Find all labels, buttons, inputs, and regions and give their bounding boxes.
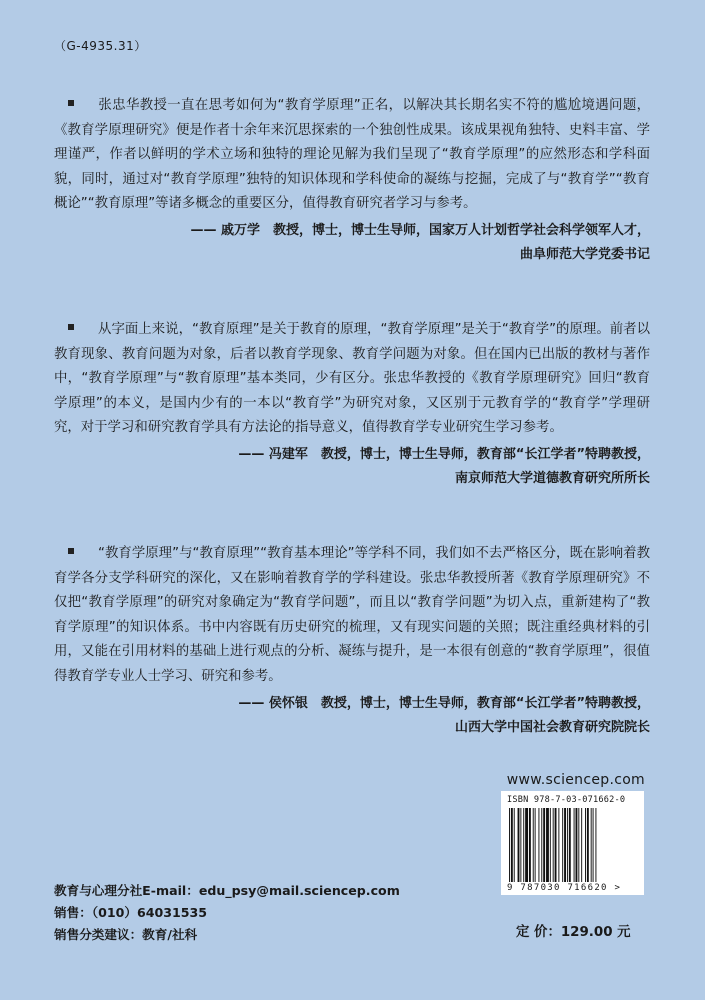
category-line: 销售分类建议：教育/社科	[54, 927, 198, 942]
barcode-bars	[509, 808, 637, 882]
barcode-bar	[555, 808, 557, 882]
price: 定 价：129.00 元	[516, 925, 631, 940]
barcode-bar	[550, 808, 551, 882]
barcode-bar	[511, 808, 513, 882]
barcode-bar	[553, 808, 554, 882]
barcode-bar	[585, 808, 586, 882]
bullet-square-icon	[68, 324, 74, 330]
review-2	[54, 318, 650, 491]
barcode-digits: 9 787030 716620 >	[507, 883, 622, 893]
barcode-bar	[567, 808, 568, 882]
review-attribution: —— 戚万学 教授，博士，博士生导师，国家万人计划哲学社会科学领军人才， 曲阜师范大学党委书记	[190, 222, 650, 262]
catalog-code: （G-4935.31）	[54, 39, 147, 53]
barcode-bar	[535, 808, 536, 882]
barcode-bar	[595, 808, 596, 882]
barcode-bar	[558, 808, 559, 882]
review-3	[54, 542, 650, 740]
barcode-bar	[578, 808, 579, 882]
review-text: 张忠华教授一直在思考如何为“教育学原理”正名，以解决其长期名实不符的尴尬境遇问题，《教育学原理研究》便是作者十余年来沉思探索的一个独创性成果。该成果视角独特、史料丰富、学理谨严，作者以鲜明的学术立场和独特的理论见解为我们呈现了“教育学原理”的应然形态和学科面貌，同时，通过对“教育学原理”独特的知识体现和学科使命的凝练与挖掘，完成了与“教育学”“教育概论”“教育原理”等诸多概念的重要区分，值得教育研究者学习与参考。	[54, 98, 650, 212]
isbn-barcode	[501, 791, 644, 895]
isbn-text: ISBN 978-7-03-071662-0	[507, 795, 626, 805]
review-1	[54, 94, 650, 267]
barcode-bar	[581, 808, 582, 882]
barcode-bar	[523, 808, 524, 882]
barcode-bar	[562, 808, 563, 882]
barcode-bar	[533, 808, 534, 882]
review-text: 从字面上来说，“教育原理”是关于教育的原理，“教育学原理”是关于“教育学”的原理。前者以教育现象、教育问题为对象，后者以教育学现象、教育学问题为对象。但在国内已出版的教材与著作中，“教育学原理”与“教育原理”基本类同，少有区分。张忠华教授的《教育学原理研究》回归“教育学原理”的本义，是国内少有的一本以“教育学”为研究对象，又区别于元教育学的“教育学”学理研究，对于学习和研究教育学具有方法论的指导意义，值得教育学专业研究生学习参考。	[54, 322, 650, 436]
barcode-bar	[587, 808, 589, 882]
barcode-bar	[546, 808, 549, 882]
barcode-bar	[591, 808, 592, 882]
barcode-bar	[543, 808, 545, 882]
sales-line: 销售：（010）64031535	[54, 905, 208, 920]
barcode-bar	[509, 808, 510, 882]
publisher-website: www.sciencep.com	[506, 772, 645, 788]
review-text: “教育学原理”与“教育原理”“教育基本理论”等学科不同，我们如不去严格区分，既在影响着教育学各分支学科研究的深化，又在影响着教育学的学科建设。张忠华教授所著《教育学原理研究》不仅把“教育学原理”的研究对象确定为“教育学问题”，而且以“教育学问题”为切入点，重新建构了“教育学原理”的知识体系。书中内容既有历史研究的梳理，又有现实问题的关照；既注重经典材料的引用，又能在引用材料的基础上进行观点的分析、凝练与提升，是一本很有创意的“教育学原理”，很值得教育学专业人士学习、研究和参考。	[54, 546, 650, 684]
barcode-bar	[574, 808, 575, 882]
barcode-bar	[538, 808, 539, 882]
review-attribution: —— 冯建军 教授，博士，博士生导师，教育部“长江学者”特聘教授， 南京师范大学道德教育研究所所长	[238, 446, 650, 486]
barcode-bar	[576, 808, 578, 882]
barcode-bar	[569, 808, 571, 882]
barcode-bar	[514, 808, 515, 882]
bullet-square-icon	[68, 548, 74, 554]
barcode-bar	[541, 808, 542, 882]
barcode-bar	[529, 808, 531, 882]
barcode-bar	[593, 808, 594, 882]
bullet-square-icon	[68, 100, 74, 106]
barcode-bar	[525, 808, 528, 882]
barcode-bar	[518, 808, 520, 882]
review-attribution: —— 侯怀银 教授，博士，博士生导师，教育部“长江学者”特聘教授， 山西大学中国社会教育研究院院长	[238, 695, 650, 735]
email-line: 教育与心理分社E-mail：edu_psy@mail.sciencep.com	[54, 883, 400, 898]
barcode-bar	[520, 808, 521, 882]
barcode-bar	[564, 808, 566, 882]
